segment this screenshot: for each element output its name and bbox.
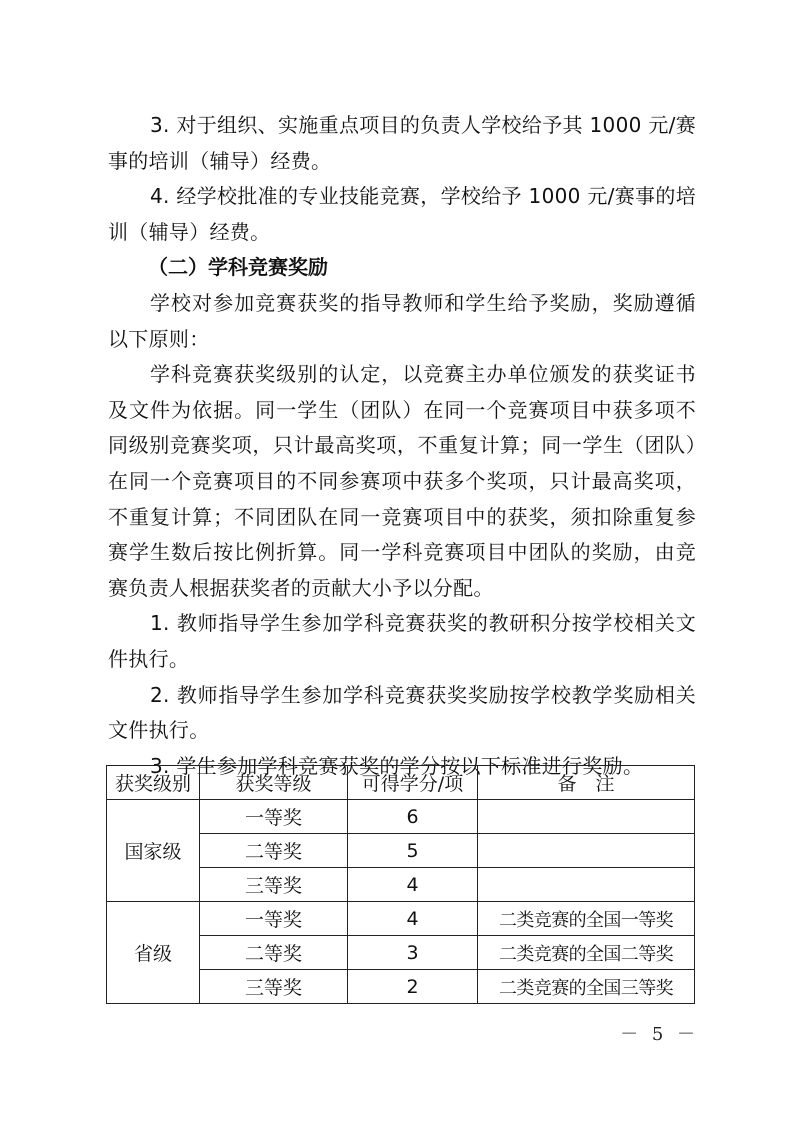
credits-cell: 6 <box>348 800 478 834</box>
header-award-grade: 获奖等级 <box>200 766 348 800</box>
credits-cell: 4 <box>348 902 478 936</box>
note-cell <box>478 868 695 902</box>
credits-cell: 4 <box>348 868 478 902</box>
paragraph-item-3: 3. 对于组织、实施重点项目的负责人学校给予其 1000 元/赛事的培训（辅导）经费。 <box>108 113 696 173</box>
paragraph-rule-2: 2. 教师指导学生参加学科竞赛获奖奖励按学校教学奖励相关文件执行。 <box>108 682 696 743</box>
level-cell-national: 国家级 <box>107 800 200 902</box>
header-credits: 可得学分/项 <box>348 766 478 800</box>
note-cell: 二类竞赛的全国一等奖 <box>478 902 695 936</box>
paragraph-rule-3: 3. 学生参加学科竞赛获奖的学分按以下标准进行奖励。 <box>150 753 644 778</box>
grade-cell: 三等奖 <box>200 868 348 902</box>
paragraph-rules: 学科竞赛获奖级别的认定，以竞赛主办单位颁发的获奖证书及文件为依据。同一学生（团队）在同一个竞赛项目中获多项不同级别竞赛奖项，只计最高奖项，不重复计算；同一学生（团队）在同一个竞赛项目的不同参赛项中获多个奖项，只计最高奖项，不重复计算；不同团队在同一竞赛项目中的获奖，须扣除重复参赛学生数后按比例折算。同一学科竞赛项目中团队的奖励，由竞赛负责人根据获奖者的贡献大小予以分配。 <box>108 362 696 600</box>
grade-cell: 一等奖 <box>200 800 348 834</box>
grade-cell: 二等奖 <box>200 936 348 970</box>
note-cell: 二类竞赛的全国三等奖 <box>478 970 695 1004</box>
credits-cell: 2 <box>348 970 478 1004</box>
page-body <box>108 108 696 784</box>
paragraph-rule-1: 1. 教师指导学生参加学科竞赛获奖的教研积分按学校相关文件执行。 <box>108 611 696 671</box>
paragraph-item-4: 4. 经学校批准的专业技能竞赛，学校给予 1000 元/赛事的培训（辅导）经费。 <box>108 184 696 244</box>
grade-cell: 一等奖 <box>200 902 348 936</box>
section-heading: （二）学科竞赛奖励 <box>148 255 328 280</box>
page-number: － 5 － <box>620 1024 699 1045</box>
table-row <box>107 800 695 834</box>
level-cell-provincial: 省级 <box>107 902 200 1004</box>
grade-cell: 二等奖 <box>200 834 348 868</box>
grade-cell: 三等奖 <box>200 970 348 1004</box>
header-notes: 备 注 <box>478 766 695 800</box>
header-award-level: 获奖级别 <box>107 766 200 800</box>
paragraph-intro: 学校对参加竞赛获奖的指导教师和学生给予奖励，奖励遵循以下原则： <box>108 290 696 351</box>
note-cell: 二类竞赛的全国二等奖 <box>478 936 695 970</box>
note-cell <box>478 800 695 834</box>
table-header-row <box>107 766 695 800</box>
table-row <box>107 902 695 936</box>
credit-table <box>106 765 695 1004</box>
note-cell <box>478 834 695 868</box>
credits-cell: 5 <box>348 834 478 868</box>
credits-cell: 3 <box>348 936 478 970</box>
